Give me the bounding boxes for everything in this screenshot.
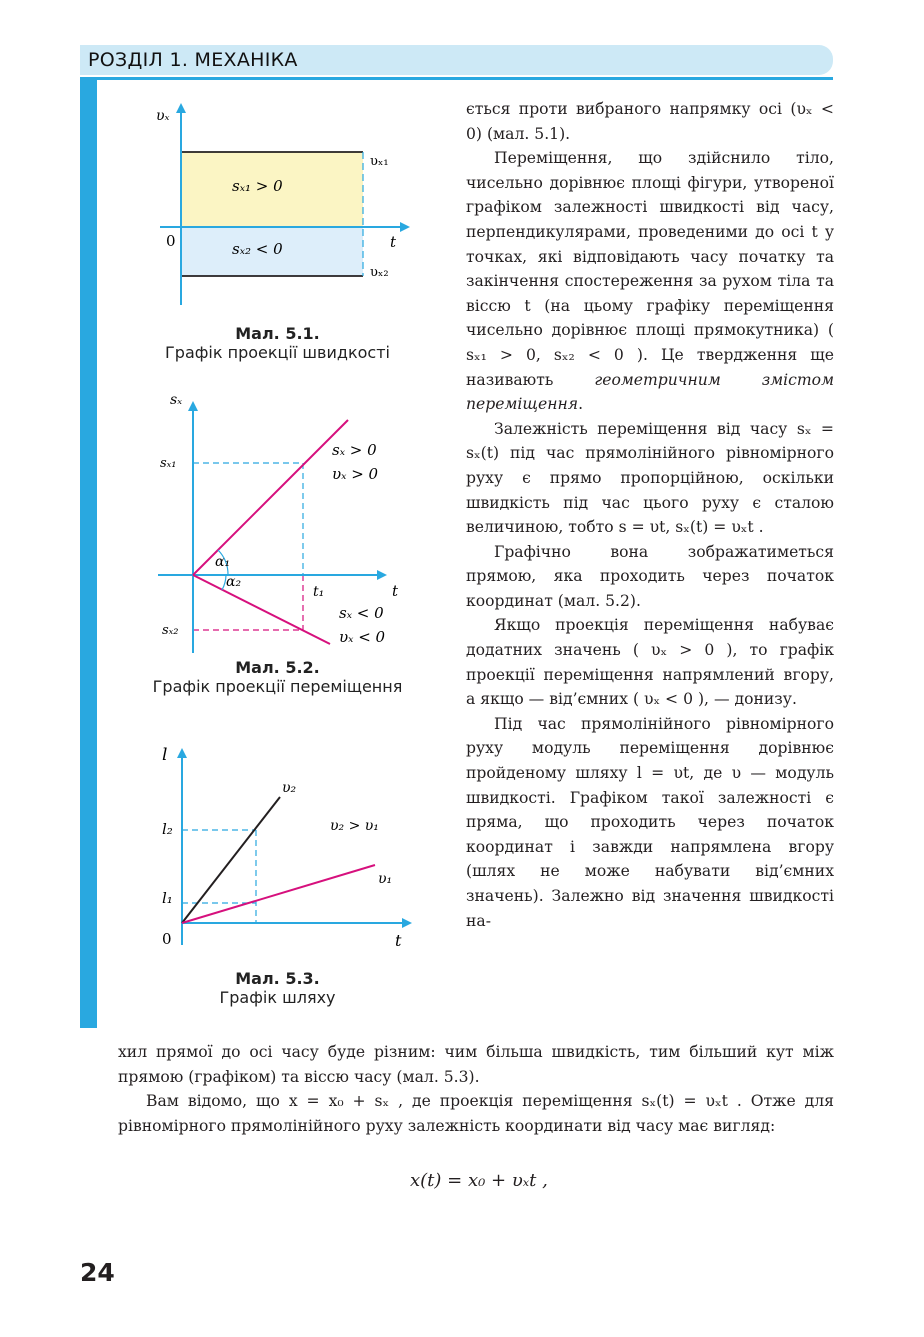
line-v2 [182, 797, 280, 923]
compare-label: υ₂ > υ₁ [330, 818, 379, 834]
figure-5-3-caption: Мал. 5.3. Графік шляху [219, 969, 336, 1007]
paragraph-7: Вам відомо, що x = x₀ + sₓ , де проекція переміщення sₓ(t) = υₓt . Отже для рівномірного прямолінійного руху залежність координати від часу має вигляд: [118, 1092, 834, 1135]
y-axis-label: l [162, 745, 168, 765]
area-top-label: sₓ₁ > 0 [232, 177, 283, 195]
sidebar-stripe [80, 80, 97, 1028]
section-header [80, 45, 833, 75]
paragraph-6-continued: хил прямої до осі часу буде різним: чим більша швидкість, тим більший кут між прямою (графіком) та віссю часу (мал. 5.3). [118, 1043, 834, 1086]
page-number: 24 [80, 1258, 115, 1287]
coordinate-formula: x(t) = x₀ + υₓt , [410, 1170, 548, 1191]
v2-label: υₓ₂ [370, 265, 389, 280]
t1-label: t₁ [313, 584, 325, 600]
v2-label: υ₂ [282, 780, 297, 796]
section-title: РОЗДІЛ 1. МЕХАНІКА [88, 49, 298, 71]
l1-label: l₁ [162, 889, 173, 907]
x-axis-label: t [395, 931, 402, 950]
figure-5-1 [140, 95, 430, 320]
paragraph-5: Якщо проекція переміщення набуває додатних значень ( υₓ > 0 ), то графік проекції переміщення напрямлений вгору, а якщо — від’ємних ( υₓ < 0 ), — донизу. [466, 616, 834, 709]
line-v1 [182, 865, 375, 923]
l2-label: l₂ [162, 820, 173, 838]
v1-label: υₓ₁ [370, 154, 389, 169]
paragraph-4: Графічно вона зображатиметься прямою, яка проходить через початок координат (мал. 5.2). [466, 542, 834, 610]
y-axis-label: sₓ [170, 392, 183, 408]
figure-5-3 [140, 740, 430, 965]
paragraph-6: Під час прямолінійного рівномірного руху модуль переміщення дорівнює пройденому шляху l = υt, де υ — модуль швидкості. Графіком такої залежності є пряма, що проходить через початок координат і завжди напрямлена вгору (шлях не може набувати від’ємних значень). Залежно від значення швидкості на- [466, 714, 834, 930]
lower-s-label: sₓ < 0 [339, 604, 384, 622]
area-bottom-label: sₓ₂ < 0 [232, 240, 283, 258]
upper-s-label: sₓ > 0 [332, 441, 377, 459]
alpha1-label: α₁ [215, 554, 231, 570]
s2-label: sₓ₂ [162, 623, 179, 638]
s1-label: sₓ₁ [160, 456, 177, 471]
origin-label: 0 [162, 930, 172, 948]
v1-label: υ₁ [378, 871, 393, 887]
alpha2-label: α₂ [226, 574, 242, 590]
origin-label: 0 [166, 232, 176, 250]
negative-line [193, 575, 330, 644]
paragraph-2: Переміщення, що здійснило тіло, чисельно дорівнює площі фігури, утвореної графіком залежності швидкості від часу, перпендикулярами, проведеними до осі t у точках, які відповідають часу початку та закінчення спостереження за рухом тіла та віссю t (на цьому графіку переміщення чисельно дорівнює площі прямокутника) ( sₓ₁ > 0, sₓ₂ < 0 ). Це твердження ще називають геометричним змістом переміщення. [466, 149, 834, 414]
figure-5-2-caption: Мал. 5.2. Графік проекції переміщення [152, 658, 403, 696]
full-width-text [118, 1040, 834, 1138]
lower-v-label: υₓ < 0 [339, 628, 386, 646]
paragraph-3: Залежність переміщення від часу sₓ = sₓ(t) під час прямолінійного рівномірного руху є прямо пропорційною, оскільки швидкість під час цього руху є сталою величиною, тобто s = υt, sₓ(t) = υₓt . [466, 419, 834, 537]
main-text-column [466, 97, 834, 933]
positive-line [193, 420, 348, 575]
y-axis-label: υₓ [156, 108, 170, 124]
header-rule [80, 77, 833, 80]
upper-v-label: υₓ > 0 [332, 465, 379, 483]
x-axis-label: t [392, 582, 399, 600]
figure-5-1-caption: Мал. 5.1. Графік проекції швидкості [165, 324, 390, 362]
term-emphasis: геометричним змістом переміщення [466, 370, 834, 414]
paragraph-1: ється проти вибраного напрямку осі (υₓ < 0) (мал. 5.1). [466, 100, 834, 143]
x-axis-label: t [390, 233, 397, 251]
figure-5-2 [140, 388, 430, 658]
